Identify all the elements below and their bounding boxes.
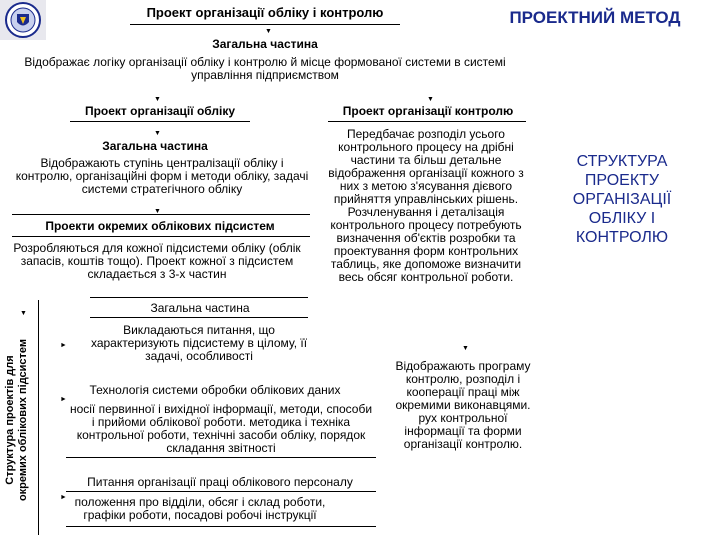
accounting-project-title: Проект організації обліку [84, 104, 236, 118]
divider [66, 526, 376, 527]
part1-desc: Викладаються питання, що характеризують підсистему в цілому, її задачі, особливості [90, 323, 308, 363]
divider [66, 491, 376, 492]
arrow-down-icon: ▼ [154, 96, 161, 103]
arrow-down-icon: ▼ [20, 310, 27, 317]
part3-title: Питання організації праці облікового персоналу [87, 475, 353, 489]
divider [328, 121, 526, 122]
divider [70, 121, 250, 122]
part3-desc: положення про відділи, обсяг і склад роботи, графіки роботи, посадові робочі інструкції [74, 495, 326, 522]
divider [12, 236, 310, 237]
part1-title: Загальна частина [150, 301, 250, 315]
general-part-title: Загальна частина [212, 37, 318, 51]
vertical-label-line2: окремих облікових підсистем [17, 338, 29, 502]
divider [90, 297, 308, 298]
control-project-desc: Передбачає розподіл усього контрольного процесу на дрібні частини та більш детальне відображення організації кожного з них з метою з'ясування дієвого прийняття управлінських рішень. Розчленування і деталізація контрольного процесу потребують визначення об'єктів розробки та проектування форм контрольних таблиць, яке допоможе визначити весь обсяг контрольної роботи. [328, 127, 524, 284]
side-title: СТРУКТУРА ПРОЕКТУ ОРГАНІЗАЦІЇ ОБЛІКУ І КОНТРОЛЮ [572, 153, 672, 246]
subsystems-title: Проекти окремих облікових підсистем [45, 219, 275, 233]
arrow-right-icon: ► [60, 396, 67, 403]
arrow-right-icon: ► [60, 494, 67, 501]
arrow-down-icon: ▼ [462, 345, 469, 352]
arrow-down-icon: ▼ [154, 208, 161, 215]
subsystems-desc: Розробляються для кожної підсистеми обліку (облік запасів, коштів тощо). Проект кожної з підсистем складається з 3-х частин [13, 241, 301, 281]
control-project-desc2: Відображають програму контролю, розподіл і кооперації праці між окремими виконавцями. рух контрольної інформації та форми організації контролю. [395, 359, 531, 451]
accounting-general-title: Загальна частина [102, 139, 208, 153]
arrow-right-icon: ► [60, 342, 67, 349]
top-title: Проект організації обліку і контролю [146, 5, 384, 20]
part2-title: Технологія системи обробки облікових даних [89, 383, 341, 397]
general-part-desc: Відображає логіку організації обліку і контролю й місце формованої системи в системі управління підприємством [24, 55, 506, 82]
part2-desc: носії первинної і вихідної інформації, методи, способи і прийоми облікової роботи. методика і техніка контрольної роботи, технічні засоби обліку, порядок складання звітності [69, 402, 373, 455]
vertical-label [4, 310, 36, 530]
divider [90, 317, 308, 318]
bracket-vertical [38, 300, 39, 535]
arrow-down-icon: ▼ [427, 96, 434, 103]
divider [66, 457, 376, 458]
university-crest-icon [0, 0, 46, 40]
top-title-underline [130, 24, 400, 25]
accounting-general-desc: Відображають ступінь централізації обліку і контролю, організаційні форм і методи обліку, задачі системи стратегічного обліку [15, 156, 309, 196]
arrow-down-icon: ▼ [265, 28, 272, 35]
vertical-label-line1: Структура проектів для [4, 355, 16, 485]
divider [12, 214, 310, 215]
arrow-down-icon: ▼ [154, 130, 161, 137]
control-project-title: Проект організації контролю [342, 104, 514, 118]
header-title: ПРОЕКТНИЙ МЕТОД [509, 8, 681, 27]
